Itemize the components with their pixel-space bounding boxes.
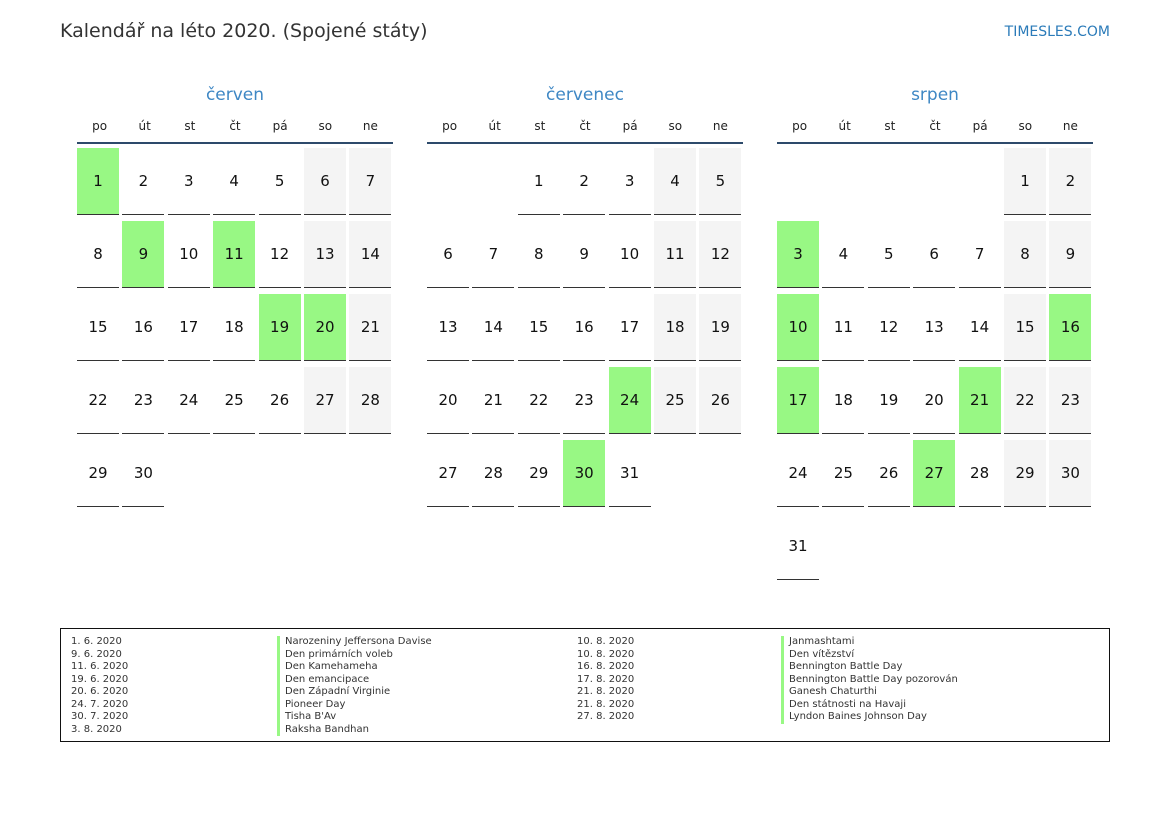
day-cell: 30: [122, 440, 164, 507]
day-cell: 18: [822, 367, 864, 434]
day-cell: 23: [122, 367, 164, 434]
day-cell: 21: [349, 294, 391, 361]
day-cell: 19: [868, 367, 910, 434]
legend-date: 17. 8. 2020: [577, 673, 635, 685]
legend-holiday-name: Bennington Battle Day: [781, 661, 958, 674]
legend-holiday-name: Den státnosti na Havaji: [781, 699, 958, 712]
legend-holiday-name: Raksha Bandhan: [277, 724, 432, 737]
weekday-label: út: [838, 119, 851, 133]
day-cell: 6: [427, 221, 469, 288]
day-cell: 19: [699, 294, 741, 361]
day-cell: 17: [609, 294, 651, 361]
legend-date: 10. 8. 2020: [577, 648, 635, 660]
weekday-label: pá: [972, 119, 988, 133]
legend-holiday-name: Den primárních voleb: [277, 649, 432, 662]
legend-holiday-name: Den vítězství: [781, 649, 958, 662]
day-cell: 26: [699, 367, 741, 434]
day-cell: 3: [609, 148, 651, 215]
legend-holiday-name: Pioneer Day: [277, 699, 432, 712]
legend-names-col-1: [277, 636, 432, 736]
legend-date: 19. 6. 2020: [71, 673, 129, 685]
day-cell: 29: [518, 440, 560, 507]
month-name: červenec: [546, 85, 624, 105]
day-cell: 26: [259, 367, 301, 434]
weekday-label: po: [792, 119, 808, 133]
legend-date: 3. 8. 2020: [71, 723, 122, 735]
weekday-label: ne: [1062, 119, 1078, 133]
day-cell: 11: [822, 294, 864, 361]
month-name: srpen: [911, 85, 959, 105]
day-cell: 25: [213, 367, 255, 434]
month-0: [77, 82, 393, 482]
day-cell: 15: [77, 294, 119, 361]
holiday-legend: [60, 628, 1110, 742]
weekday-label: po: [442, 119, 458, 133]
weekday-header: [777, 108, 1093, 144]
legend-holiday-name: Den Kamehameha: [277, 661, 432, 674]
day-cell: 23: [563, 367, 605, 434]
day-cell: 6: [913, 221, 955, 288]
day-cell: 21: [472, 367, 514, 434]
day-cell: 13: [304, 221, 346, 288]
day-cell: 8: [77, 221, 119, 288]
day-cell: 16: [563, 294, 605, 361]
holiday-day-cell: 16: [1049, 294, 1091, 361]
day-cell: 12: [259, 221, 301, 288]
day-cell: 29: [1004, 440, 1046, 507]
day-cell: 15: [518, 294, 560, 361]
day-cell: 28: [349, 367, 391, 434]
day-cell: 1: [1004, 148, 1046, 215]
day-cell: 10: [609, 221, 651, 288]
weekday-label: ne: [712, 119, 728, 133]
day-cell: 18: [654, 294, 696, 361]
day-cell: 6: [304, 148, 346, 215]
holiday-day-cell: 24: [609, 367, 651, 434]
holiday-day-cell: 3: [777, 221, 819, 288]
holiday-day-cell: 19: [259, 294, 301, 361]
weekday-label: so: [318, 119, 333, 133]
weekday-label: st: [184, 119, 196, 133]
month-name: červen: [205, 85, 265, 105]
day-cell: 1: [518, 148, 560, 215]
legend-holiday-name: Narozeniny Jeffersona Davise: [277, 636, 432, 649]
day-cell: 14: [349, 221, 391, 288]
day-cell: 17: [168, 294, 210, 361]
weekday-label: po: [92, 119, 108, 133]
legend-holiday-name: Den Západní Virginie: [277, 686, 432, 699]
day-cell: 28: [472, 440, 514, 507]
day-cell: 27: [304, 367, 346, 434]
legend-date: 20. 6. 2020: [71, 686, 129, 697]
weekday-label: ne: [362, 119, 378, 133]
legend-date: 16. 8. 2020: [577, 661, 635, 672]
day-cell: 25: [654, 367, 696, 434]
weekday-header: [77, 108, 393, 144]
day-cell: 25: [822, 440, 864, 507]
day-cell: 12: [868, 294, 910, 361]
day-cell: 27: [427, 440, 469, 507]
legend-dates-col-2: [577, 636, 634, 724]
holiday-day-cell: 27: [913, 440, 955, 507]
legend-holiday-name: Janmashtami: [781, 636, 958, 649]
weekday-label: čt: [579, 119, 591, 133]
day-cell: 22: [1004, 367, 1046, 434]
day-cell: 28: [959, 440, 1001, 507]
day-cell: 4: [213, 148, 255, 215]
day-cell: 2: [1049, 148, 1091, 215]
weekday-label: čt: [929, 119, 941, 133]
day-cell: 7: [472, 221, 514, 288]
day-cell: 7: [349, 148, 391, 215]
day-cell: 22: [77, 367, 119, 434]
day-cell: 14: [959, 294, 1001, 361]
legend-date: 24. 7. 2020: [71, 698, 129, 710]
legend-date: 11. 6. 2020: [71, 661, 129, 672]
day-cell: 9: [1049, 221, 1091, 288]
weekday-label: út: [138, 119, 151, 133]
legend-date: 9. 6. 2020: [71, 648, 122, 660]
holiday-day-cell: 9: [122, 221, 164, 288]
holiday-day-cell: 17: [777, 367, 819, 434]
day-cell: 8: [1004, 221, 1046, 288]
day-cell: 3: [168, 148, 210, 215]
day-cell: 22: [518, 367, 560, 434]
weekday-label: so: [1018, 119, 1033, 133]
weekday-label: pá: [622, 119, 638, 133]
legend-date: 27. 8. 2020: [577, 711, 635, 722]
day-cell: 12: [699, 221, 741, 288]
legend-names-col-2: [781, 636, 958, 724]
day-cell: 4: [822, 221, 864, 288]
day-cell: 16: [122, 294, 164, 361]
day-cell: 10: [168, 221, 210, 288]
month-2: [777, 82, 1093, 555]
legend-date: 1. 6. 2020: [71, 636, 122, 647]
legend-date: 21. 8. 2020: [577, 698, 635, 710]
weekday-label: čt: [229, 119, 241, 133]
holiday-day-cell: 20: [304, 294, 346, 361]
page-title: Kalendář na léto 2020. (Spojené státy): [60, 20, 428, 42]
day-cell: 5: [259, 148, 301, 215]
day-cell: 11: [654, 221, 696, 288]
day-cell: 24: [777, 440, 819, 507]
legend-holiday-name: Tisha B'Av: [277, 711, 432, 724]
day-cell: 31: [609, 440, 651, 507]
holiday-day-cell: 1: [77, 148, 119, 215]
day-cell: 2: [122, 148, 164, 215]
day-cell: 13: [913, 294, 955, 361]
day-cell: 30: [1049, 440, 1091, 507]
site-link[interactable]: TIMESLES.COM: [1004, 24, 1110, 40]
weekday-label: st: [884, 119, 896, 133]
day-cell: 13: [427, 294, 469, 361]
day-cell: 5: [868, 221, 910, 288]
day-cell: 7: [959, 221, 1001, 288]
legend-holiday-name: Bennington Battle Day pozorován: [781, 674, 958, 687]
legend-date: 21. 8. 2020: [577, 686, 635, 697]
day-cell: 2: [563, 148, 605, 215]
day-cell: 24: [168, 367, 210, 434]
day-cell: 29: [77, 440, 119, 507]
day-cell: 20: [427, 367, 469, 434]
day-cell: 15: [1004, 294, 1046, 361]
holiday-day-cell: 10: [777, 294, 819, 361]
weekday-label: út: [488, 119, 501, 133]
day-cell: 4: [654, 148, 696, 215]
weekday-label: pá: [272, 119, 288, 133]
day-cell: 18: [213, 294, 255, 361]
day-cell: 8: [518, 221, 560, 288]
weekday-label: so: [668, 119, 683, 133]
legend-holiday-name: Den emancipace: [277, 674, 432, 687]
weekday-header: [427, 108, 743, 144]
legend-date: 30. 7. 2020: [71, 711, 129, 722]
day-cell: 9: [563, 221, 605, 288]
day-cell: 14: [472, 294, 514, 361]
holiday-day-cell: 11: [213, 221, 255, 288]
weekday-label: st: [534, 119, 546, 133]
day-cell: 31: [777, 513, 819, 580]
holiday-day-cell: 21: [959, 367, 1001, 434]
legend-dates-col-1: [71, 636, 128, 736]
legend-date: 10. 8. 2020: [577, 636, 635, 647]
holiday-day-cell: 30: [563, 440, 605, 507]
legend-holiday-name: Lyndon Baines Johnson Day: [781, 711, 958, 724]
day-cell: 5: [699, 148, 741, 215]
month-1: [427, 82, 743, 482]
day-cell: 20: [913, 367, 955, 434]
legend-holiday-name: Ganesh Chaturthi: [781, 686, 958, 699]
day-cell: 23: [1049, 367, 1091, 434]
day-cell: 26: [868, 440, 910, 507]
